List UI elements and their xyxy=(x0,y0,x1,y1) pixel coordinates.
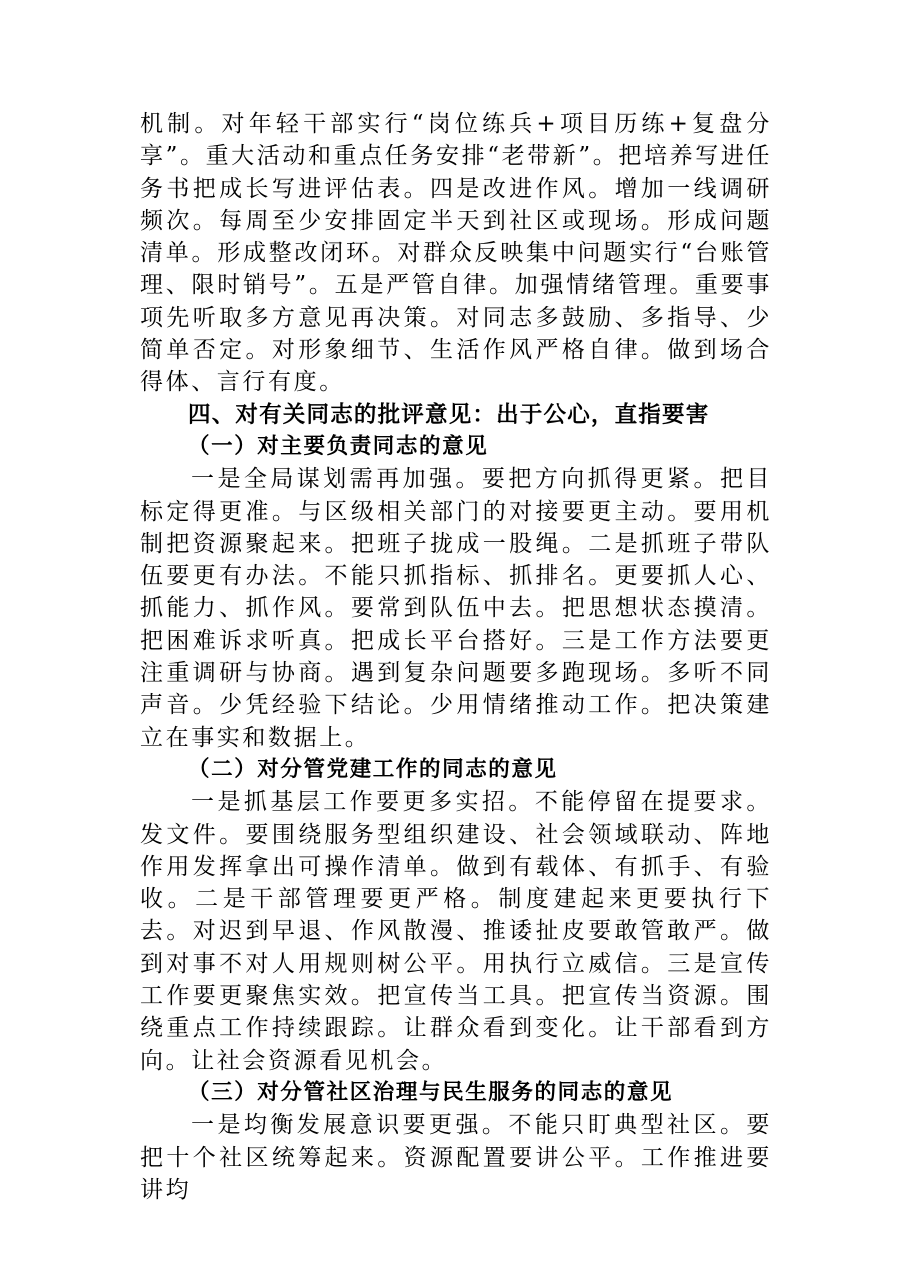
paragraph-main-leader: 一是全局谋划需再加强。要把方向抓得更紧。把目标定得更准。与区级相关部门的对接要更主动。要用机制把资源聚起来。把班子拢成一股绳。二是抓班子带队伍要更有办法。不能只抓指标、抓排名。更要抓人心、抓能力、抓作风。要常到队伍中去。把思想状态摸清。把困难诉求听真。把成长平台搭好。三是工作方法要更注重调研与协商。遇到复杂问题要多跑现场。多听不同声音。少凭经验下结论。少用情绪推动工作。把决策建立在事实和数据上。 xyxy=(140,466,772,751)
paragraph-community-governance: 一是均衡发展意识要更强。不能只盯典型社区。要把十个社区统筹起来。资源配置要讲公平。工作推进要讲均 xyxy=(140,1112,772,1203)
paragraph-continuation: 机制。对年轻干部实行“岗位练兵+项目历练+复盘分享”。重大活动和重点任务安排“老带新”。把培养写进任务书把成长写进评估表。四是改进作风。增加一线调研频次。每周至少安排固定半天到社区或现场。形成问题清单。形成整改闭环。对群众反映集中问题实行“台账管理、限时销号”。五是严管自律。加强情绪管理。重要事项先听取多方意见再决策。对同志多鼓励、多指导、少简单否定。对形象细节、生活作风严格自律。做到场合得体、言行有度。 xyxy=(140,111,772,396)
subheading-1: （一）对主要负责同志的意见 xyxy=(188,433,489,459)
section-heading-4: 四、对有关同志的批评意见：出于公心，直指要害 xyxy=(188,401,710,428)
paragraph-party-building: 一是抓基层工作要更多实招。不能停留在提要求。发文件。要围绕服务型组织建设、社会领域联动、阵地作用发挥拿出可操作清单。做到有载体、有抓手、有验收。二是干部管理要更严格。制度建起来更要执行下去。对迟到早退、作风散漫、推诿扯皮要敢管敢严。做到对事不对人用规则树公平。用执行立威信。三是宣传工作要更聚焦实效。把宣传当工具。把宣传当资源。围绕重点工作持续跟踪。让群众看到变化。让干部看到方向。让社会资源看见机会。 xyxy=(140,789,772,1074)
subheading-2: （二）对分管党建工作的同志的意见 xyxy=(188,756,558,782)
document-page xyxy=(140,108,772,1206)
subheading-3: （三）对分管社区治理与民生服务的同志的意见 xyxy=(188,1079,674,1105)
